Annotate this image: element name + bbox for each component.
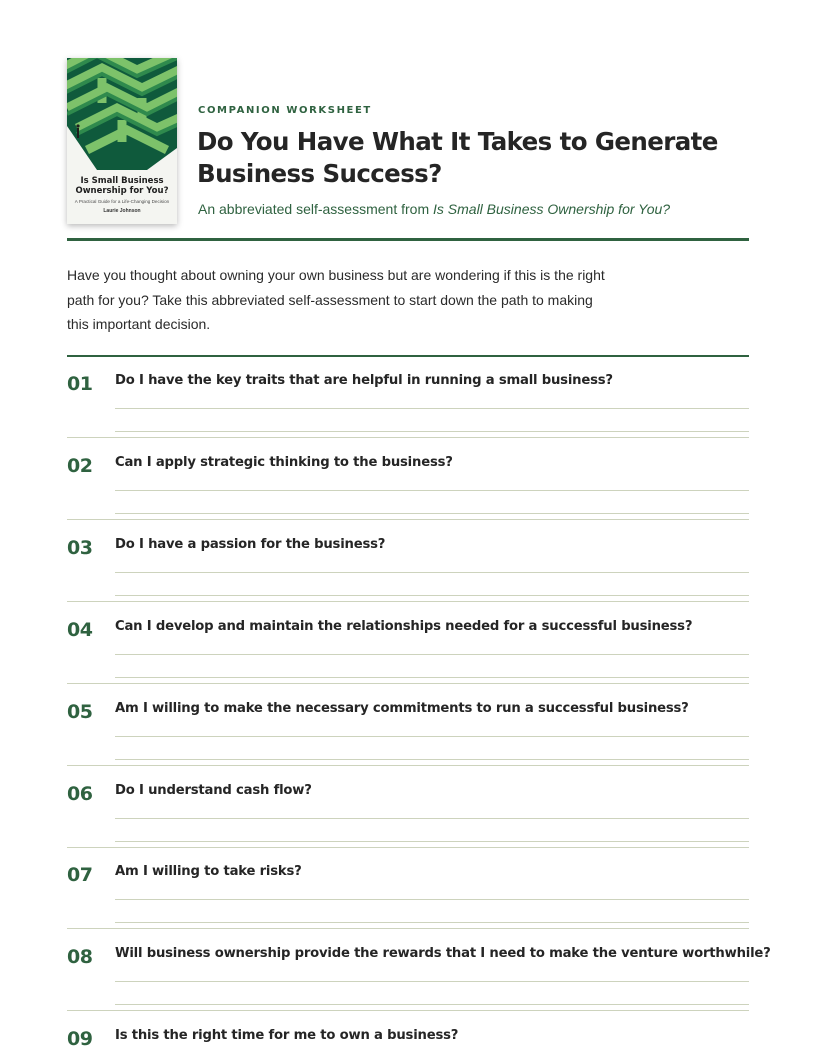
answer-line[interactable]: [115, 922, 749, 923]
question-text: Do I have the key traits that are helpful in running a small business?: [115, 373, 613, 388]
question-number: 07: [67, 864, 93, 886]
answer-line[interactable]: [115, 513, 749, 514]
answer-line[interactable]: [115, 408, 749, 409]
question-text: Can I develop and maintain the relationships needed for a successful business?: [115, 619, 693, 634]
question-item: [67, 1012, 749, 1056]
header-divider: [67, 238, 749, 241]
question-number: 09: [67, 1028, 93, 1050]
question-separator: [67, 683, 749, 684]
question-item: [67, 521, 749, 603]
answer-line[interactable]: [115, 736, 749, 737]
question-number: 01: [67, 373, 93, 395]
question-text: Do I have a passion for the business?: [115, 537, 386, 552]
answer-line[interactable]: [115, 654, 749, 655]
book-cover: [67, 58, 177, 224]
cover-title: Is Small Business Ownership for You?: [75, 176, 169, 196]
question-item: [67, 439, 749, 521]
question-number: 02: [67, 455, 93, 477]
answer-line[interactable]: [115, 981, 749, 982]
question-number: 03: [67, 537, 93, 559]
maze-illustration: [67, 58, 177, 170]
question-text: Am I willing to take risks?: [115, 864, 302, 879]
worksheet-header: [67, 58, 749, 228]
answer-line[interactable]: [115, 759, 749, 760]
question-text: Am I willing to make the necessary commitments to run a successful business?: [115, 701, 689, 716]
question-number: 05: [67, 701, 93, 723]
cover-subtitle: A Practical Guide for a Life-Changing Decision: [74, 199, 170, 204]
eyebrow-label: COMPANION WORKSHEET: [198, 105, 372, 116]
answer-line[interactable]: [115, 818, 749, 819]
answer-line[interactable]: [115, 677, 749, 678]
question-item: [67, 767, 749, 849]
question-text: Do I understand cash flow?: [115, 783, 312, 798]
question-separator: [67, 437, 749, 438]
question-text: Will business ownership provide the rewards that I need to make the venture worthwhile?: [115, 946, 771, 961]
question-separator: [67, 601, 749, 602]
question-item: [67, 848, 749, 930]
question-separator: [67, 765, 749, 766]
question-text: Can I apply strategic thinking to the business?: [115, 455, 453, 470]
question-item: [67, 603, 749, 685]
question-separator: [67, 928, 749, 929]
question-number: 04: [67, 619, 93, 641]
page-title: Do You Have What It Takes to Generate Business Success?: [197, 127, 718, 188]
question-text: Is this the right time for me to own a business?: [115, 1028, 459, 1043]
question-separator: [67, 1010, 749, 1011]
answer-line[interactable]: [115, 490, 749, 491]
question-separator: [67, 519, 749, 520]
subtitle-prefix: An abbreviated self-assessment from: [198, 201, 433, 217]
question-item: [67, 930, 771, 1012]
answer-line[interactable]: [115, 1004, 749, 1005]
intro-paragraph: Have you thought about owning your own business but are wondering if this is the right path for you? Take this abbreviated self-assessment to start down the path to making this important decision.: [67, 267, 605, 332]
page-subtitle: [198, 201, 670, 217]
cover-author: Laurie Johnson: [103, 208, 141, 214]
answer-line[interactable]: [115, 572, 749, 573]
answer-line[interactable]: [115, 595, 749, 596]
question-number: 06: [67, 783, 93, 805]
answer-line[interactable]: [115, 841, 749, 842]
question-number: 08: [67, 946, 93, 968]
answer-line[interactable]: [115, 431, 749, 432]
answer-line[interactable]: [115, 899, 749, 900]
question-item: [67, 685, 749, 767]
question-item: [67, 357, 749, 439]
subtitle-book-title: Is Small Business Ownership for You?: [433, 201, 671, 217]
